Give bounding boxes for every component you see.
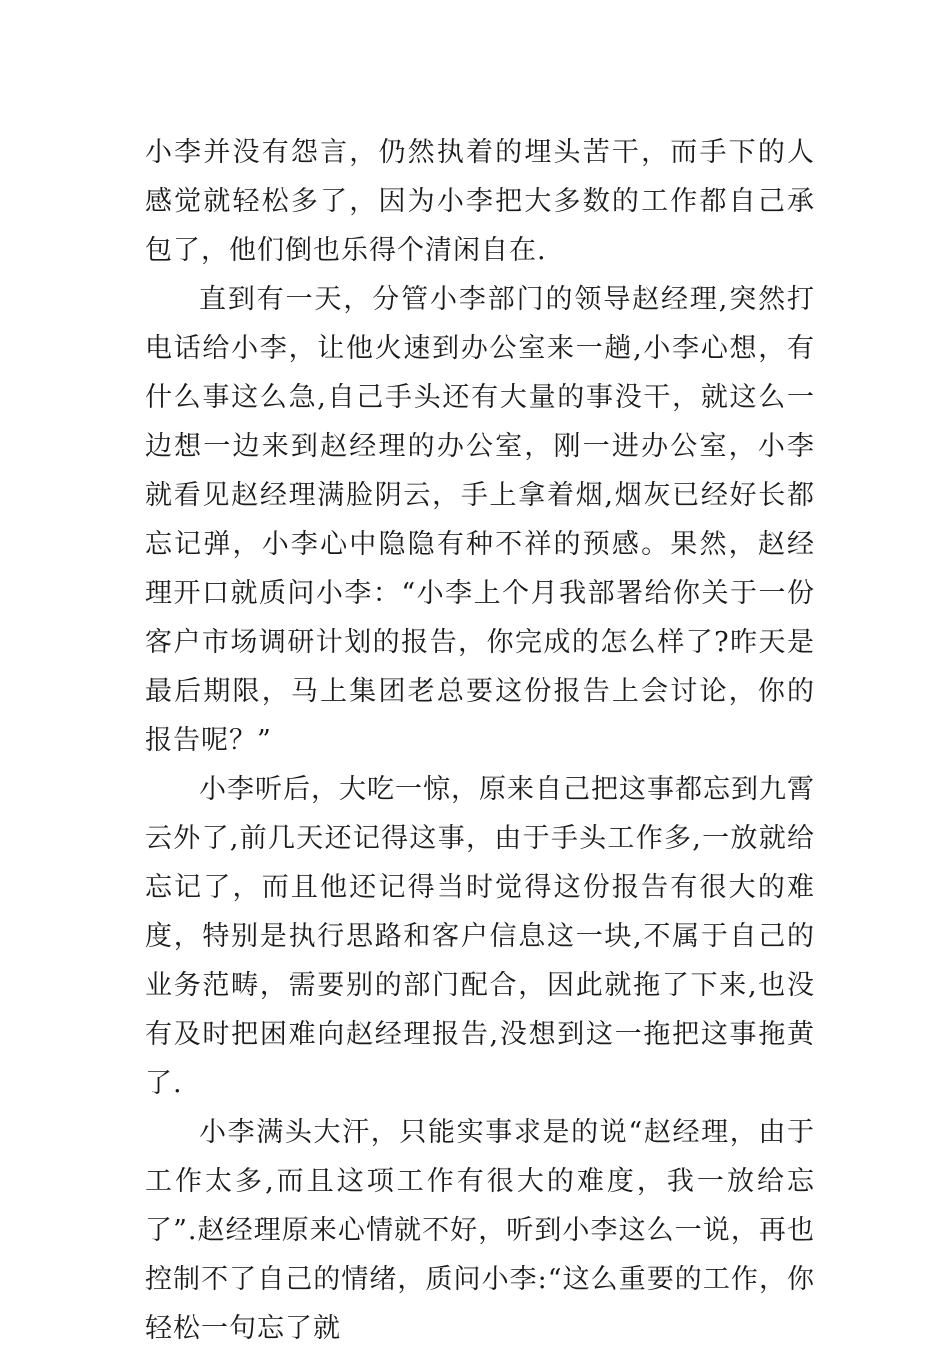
paragraph: 直到有一天，分管小李部门的领导赵经理,突然打电话给小李，让他火速到办公室来一趟,小李心想，有什么事这么急,自己手头还有大量的事没干，就这么一边想一边来到赵经理的办公室，刚一进办公室，小李就看见赵经理满脸阴云，手上拿着烟,烟灰已经好长都忘记弹，小李心中隐隐有种不祥的预感。果然，赵经理开口就质问小李：“小李上个月我部署给你关于一份客户市场调研计划的报告，你完成的怎么样了?昨天是最后期限，马上集团老总要这份报告上会讨论，你的报告呢？”	[145, 284, 815, 756]
document-body	[145, 128, 815, 1353]
paragraph: 小李听后，大吃一惊，原来自己把这事都忘到九霄云外了,前几天还记得这事，由于手头工作多,一放就给忘记了，而且他还记得当时觉得这份报告有很大的难度，特别是执行思路和客户信息这一块,不属于自己的业务范畴，需要别的部门配合，因此就拖了下来,也没有及时把困难向赵经理报告,没想到这一拖把这事拖黄了.	[145, 774, 815, 1099]
paragraph-continuation: 小李并没有怨言，仍然执着的埋头苦干，而手下的人感觉就轻松多了，因为小李把大多数的工作都自己承包了，他们倒也乐得个清闲自在.	[145, 137, 815, 266]
paragraph: 小李满头大汗，只能实事求是的说“赵经理，由于工作太多,而且这项工作有很大的难度，我一放给忘了”.赵经理原来心情就不好，听到小李这么一说，再也控制不了自己的情绪，质问小李:“这么重要的工作，你轻松一句忘了就	[145, 1117, 815, 1344]
